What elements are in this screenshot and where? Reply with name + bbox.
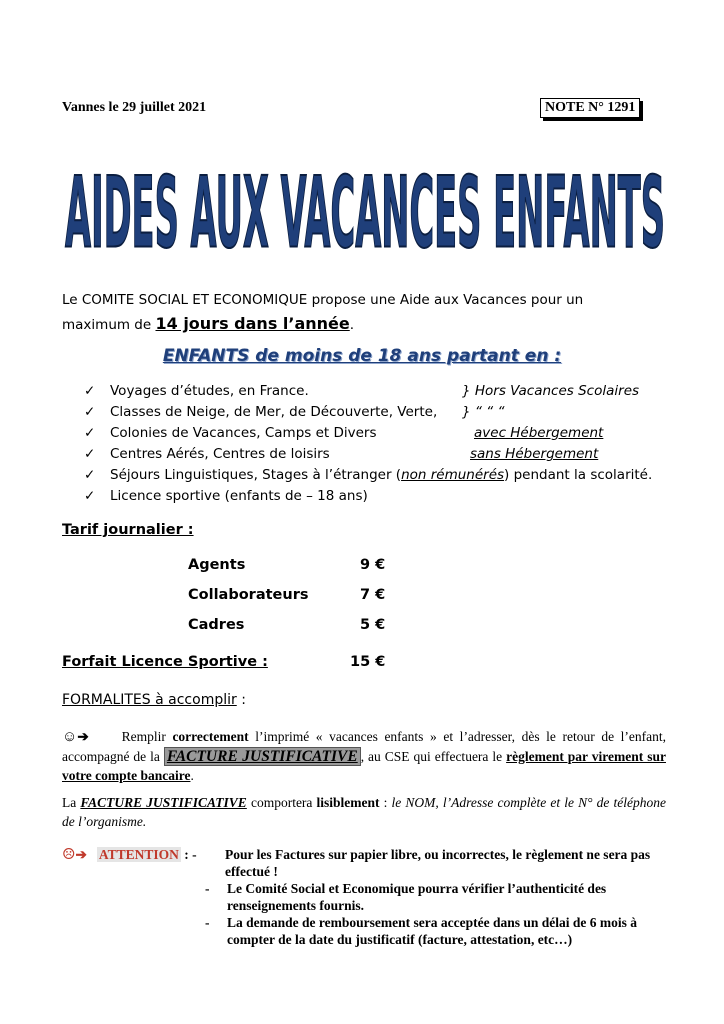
list-item	[84, 467, 652, 487]
intro-end: .	[349, 317, 355, 333]
smile-icon: ☺	[62, 729, 78, 745]
list-item-note: sans Hébergement	[470, 446, 599, 462]
formalites-paragraph-1	[62, 727, 666, 785]
list-item-note: } Hors Vacances Scolaires	[462, 383, 640, 399]
p2-text-2: comportera	[246, 795, 317, 810]
document-date: Vannes le 29 juillet 2021	[62, 100, 207, 115]
attention-dash: -	[192, 847, 197, 862]
tarif-heading: Tarif journalier :	[62, 522, 194, 538]
p2-italic: le NOM, l’Adresse complète et le N° de téléphone de l’organisme.	[62, 795, 666, 829]
tarif-row	[188, 587, 388, 603]
tarif-value: 9 €	[360, 557, 386, 573]
attention-item	[205, 880, 675, 914]
tarif-label: Collaborateurs	[188, 587, 309, 603]
list-item-note: } “ “ “	[462, 404, 505, 420]
check-icon: ✓	[84, 446, 96, 462]
intro-text: maximum de	[62, 317, 156, 333]
p2-bold: lisiblement	[316, 795, 380, 810]
list-item-text-end: ) pendant la scolarité.	[504, 467, 653, 483]
p1-text-3: , au CSE qui effectuera le	[360, 749, 507, 764]
forfait-label: Forfait Licence Sportive :	[62, 654, 268, 670]
p1-end: .	[190, 768, 194, 783]
attention-item	[205, 914, 675, 948]
check-icon: ✓	[84, 383, 96, 399]
p1-text-2: l’imprimé « vacances enfants » et l’adresser, dès le retour de l’enfant, accompagné de la	[62, 729, 667, 764]
p1-bold: correctement	[172, 729, 249, 744]
tarif-value: 5 €	[360, 617, 386, 633]
attention-dash: -	[205, 915, 210, 930]
attention-item-text: La demande de remboursement sera acceptée dans un délai de 6 mois à compter de la date du justificatif (facture, attestation, etc…)	[227, 915, 637, 947]
list-item-note: avec Hébergement	[474, 425, 604, 441]
attention-dash: -	[205, 881, 210, 896]
tarif-label: Cadres	[188, 617, 245, 633]
tarif-row	[188, 617, 388, 633]
list-item-text: Colonies de Vacances, Camps et Divers	[110, 425, 377, 441]
list-item	[84, 446, 599, 466]
attention-row	[62, 845, 197, 864]
tarif-value: 7 €	[360, 587, 386, 603]
intro-line-1: Le COMITE SOCIAL ET ECONOMIQUE propose une Aide aux Vacances pour un	[62, 292, 584, 308]
p2-text: La	[62, 795, 81, 810]
p2-facture: FACTURE JUSTIFICATIVE	[80, 795, 247, 810]
forfait-value: 15 €	[350, 654, 386, 670]
list-item-text: Classes de Neige, de Mer, de Découverte, Verte,	[110, 404, 438, 420]
sad-icon: ☹	[62, 847, 76, 863]
main-title	[60, 150, 670, 270]
arrow-icon: ➔	[75, 847, 87, 862]
formalites-heading	[62, 692, 246, 708]
check-icon: ✓	[84, 488, 96, 504]
formalites-heading-text: FORMALITES à accomplir	[62, 692, 237, 708]
check-icon: ✓	[84, 425, 96, 441]
list-item-text: Séjours Linguistiques, Stages à l’étranger (	[110, 467, 402, 483]
attention-item-text: Le Comité Social et Economique pourra vérifier l’authenticité des renseignements fournis.	[227, 881, 607, 913]
attention-item	[225, 846, 670, 880]
tarif-label: Agents	[188, 557, 246, 573]
attention-separator: :	[180, 847, 193, 862]
formalites-colon: :	[236, 692, 246, 708]
subtitle: ENFANTS de moins de 18 ans partant en :	[162, 346, 562, 366]
main-title-text: AIDES AUX VACANCES ENFANTS	[65, 155, 665, 270]
p2-text-3: :	[379, 795, 392, 810]
list-item	[84, 404, 505, 424]
tarif-row	[188, 557, 388, 573]
check-icon: ✓	[84, 404, 96, 420]
p1-text: Remplir	[121, 729, 173, 744]
check-icon: ✓	[84, 467, 96, 483]
formalites-paragraph-2	[62, 793, 666, 831]
intro-line-2	[62, 314, 354, 333]
list-item-text: Licence sportive (enfants de – 18 ans)	[110, 488, 368, 504]
list-item	[84, 425, 604, 445]
list-item-text: Centres Aérés, Centres de loisirs	[110, 446, 330, 462]
note-number: NOTE N° 1291	[540, 98, 640, 118]
arrow-icon: ➔	[77, 729, 89, 744]
attention-item-text: Pour les Factures sur papier libre, ou incorrectes, le règlement ne sera pas effectué !	[225, 847, 651, 879]
list-item	[84, 383, 640, 403]
attention-label: ATTENTION	[98, 847, 179, 862]
p1-reglement: règlement par virement sur votre compte bancaire	[62, 749, 666, 783]
list-item-text: Voyages d’études, en France.	[110, 383, 309, 399]
intro-max-days: 14 jours dans l’année	[155, 314, 350, 333]
facture-justificative-highlight: FACTURE JUSTIFICATIVE	[164, 747, 361, 766]
list-item-emphasis: non rémunérés	[401, 467, 505, 483]
list-item	[84, 488, 368, 508]
